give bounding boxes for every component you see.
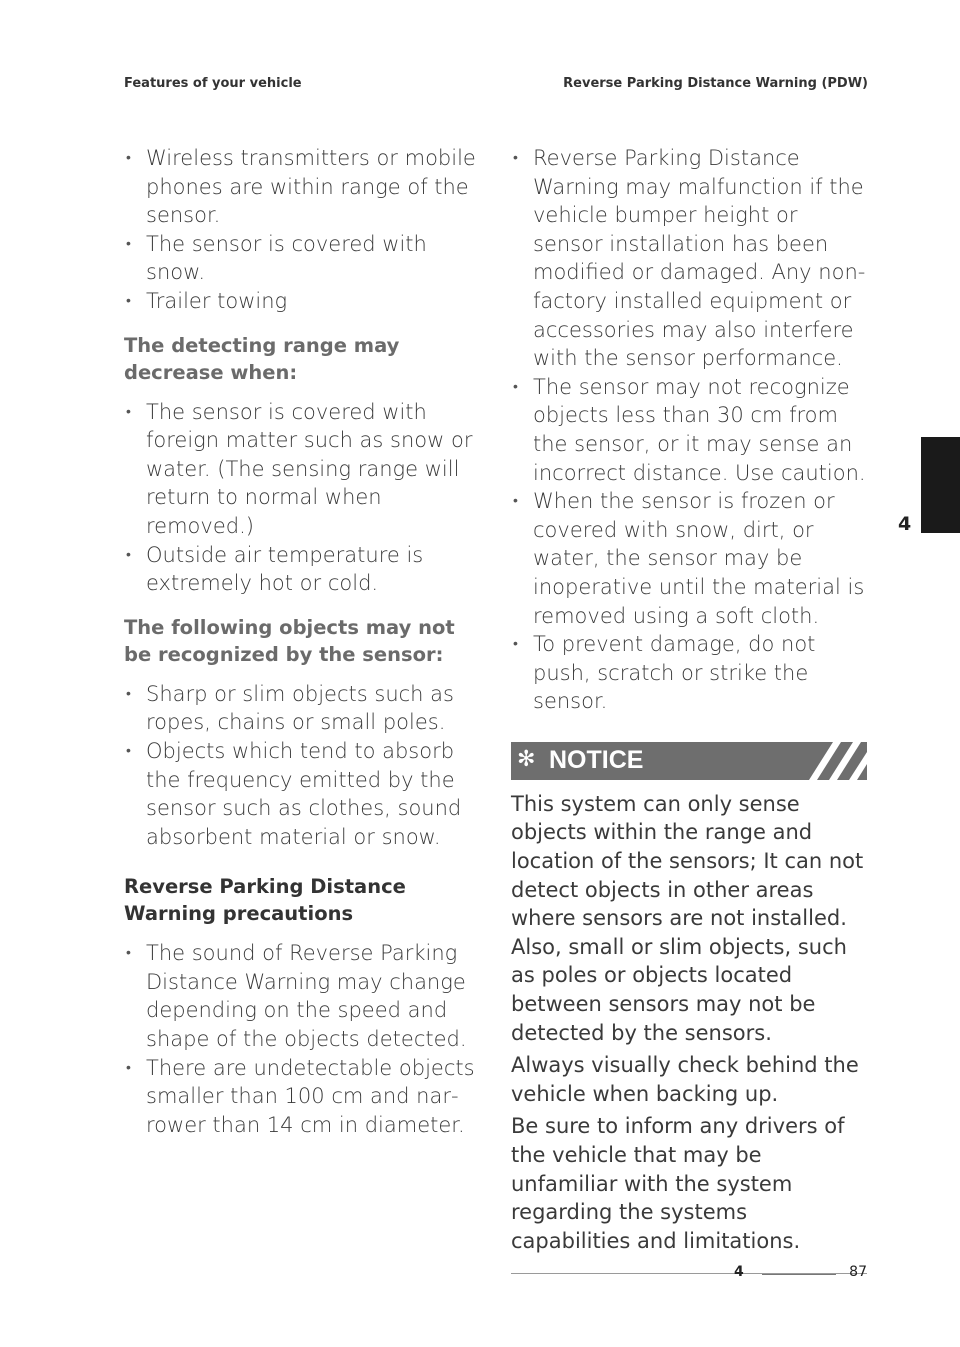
- notice-paragraph: Be sure to inform any drivers of the vehicle that may be unfamiliar with the system regarding the systems capabilities and limitations.: [511, 1114, 845, 1253]
- intro-bullet-list: [124, 144, 479, 316]
- list-item: • Trailer towing: [124, 287, 479, 316]
- right-bullet-list: [511, 144, 867, 716]
- list-item: • When the sensor is frozen or covered with snow, dirt, or water, the sensor may be inoperative until the material is removed using a soft cloth.: [511, 487, 867, 630]
- notice-label: NOTICE: [549, 745, 644, 774]
- page-header: [124, 76, 868, 98]
- unrecognized-objects-bullet-list: [124, 680, 479, 852]
- left-column: [124, 144, 479, 1139]
- detecting-range-bullet-list: [124, 398, 479, 598]
- chapter-tab-number: 4: [898, 513, 912, 535]
- precautions-bullet-list: [124, 939, 479, 1139]
- footer-chapter-number: 4: [734, 1264, 744, 1280]
- list-item: • There are undetectable objects smaller than 100 cm and narrower than 14 cm in diameter.: [124, 1054, 479, 1140]
- list-item: • Objects which tend to absorb the frequency emitted by the sensor such as clothes, sound absorbent material or snow.: [124, 737, 479, 851]
- header-topic-title: Reverse Parking Distance Warning (PDW): [563, 76, 868, 91]
- page-number: 87: [849, 1264, 867, 1280]
- notice-banner: [511, 742, 867, 780]
- section-heading-detecting-range: The detecting range may decrease when:: [124, 333, 400, 384]
- notice-paragraph: Always visually check behind the vehicle when backing up.: [511, 1053, 859, 1106]
- list-item: • Sharp or slim objects such as ropes, chains or small poles.: [124, 680, 479, 737]
- footer-divider: [762, 1274, 836, 1275]
- list-item: • The sensor is covered with foreign matter such as snow or water. (The sensing range will return to normal when removed.): [124, 398, 479, 541]
- section-heading-precautions: Reverse Parking Distance Warning precautions: [124, 875, 406, 926]
- list-item: • The sensor is covered with snow.: [124, 230, 479, 287]
- right-column: [511, 144, 867, 1274]
- page-footer: [730, 1264, 867, 1284]
- section-heading-unrecognized-objects: The following objects may not be recognized by the sensor:: [124, 615, 455, 666]
- list-item: • To prevent damage, do not push, scratch or strike the sensor.: [511, 630, 867, 716]
- chapter-tab: [921, 437, 960, 533]
- list-item: • The sensor may not recognize objects less than 30 cm from the sensor, or it may sense an incorrect distance. Use caution.: [511, 373, 867, 487]
- header-section-title: Features of your vehicle: [124, 76, 302, 91]
- list-item: • Reverse Parking Distance Warning may malfunction if the vehicle bumper height or sensor installation has been modified or damaged. Any non-factory installed equipment or accessories may also interfere with the sensor performance.: [511, 144, 867, 373]
- list-item: • The sound of Reverse Parking Distance Warning may change depending on the speed and shape of the objects detected.: [124, 939, 479, 1053]
- notice-paragraph: This system can only sense objects within the range and location of the sensors; It can not detect objects in other areas where sensors are not installed. Also, small or slim objects, such as poles or objects located between sensors may not be detected by the sensors.: [511, 791, 864, 1045]
- asterisk-icon: ✻: [517, 746, 536, 772]
- diagonal-stripes-icon: [797, 742, 867, 780]
- list-item: • Outside air temperature is extremely hot or cold.: [124, 541, 479, 598]
- list-item: • Wireless transmitters or mobile phones are within range of the sensor.: [124, 144, 479, 230]
- notice-body: [511, 790, 867, 1256]
